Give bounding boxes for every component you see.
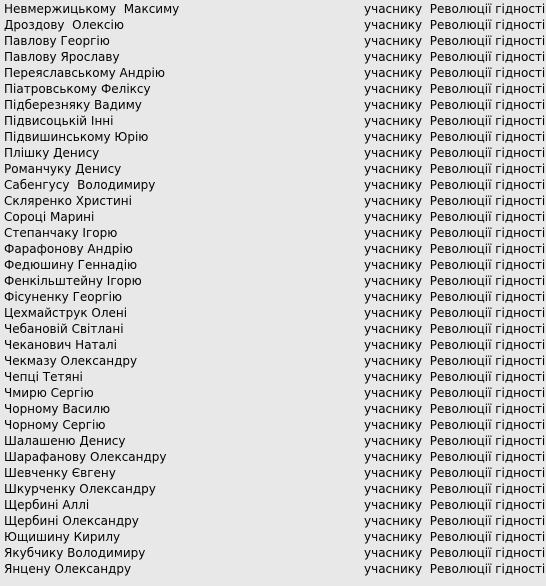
person-name: Фісуненку Георгію [4,290,123,304]
list-item [0,545,546,561]
list-item [0,49,546,65]
person-name: Щербині Аллі [4,498,90,512]
list-item [0,497,546,513]
list-item [0,481,546,497]
list-item [0,353,546,369]
person-name: Чебановій Світлані [4,322,124,336]
person-name: Цехмайструк Олені [4,306,128,320]
list-item [0,273,546,289]
person-role: учаснику Революції гідності [364,2,546,16]
person-name: Скляренко Христині [4,194,132,208]
list-item [0,113,546,129]
person-role: учаснику Революції гідності [364,322,546,336]
person-name: Якубчику Володимиру [4,546,146,560]
list-item [0,97,546,113]
person-role: учаснику Революції гідності [364,18,546,32]
list-item [0,401,546,417]
list-item [0,129,546,145]
person-role: учаснику Революції гідності [364,514,546,528]
person-role: учаснику Революції гідності [364,354,546,368]
person-role: учаснику Революції гідності [364,258,546,272]
person-name: Чепці Тетяні [4,370,83,384]
list-item [0,257,546,273]
person-role: учаснику Революції гідності [364,530,546,544]
person-name: Чмирю Сергію [4,386,94,400]
person-role: учаснику Революції гідності [364,82,546,96]
list-item [0,561,546,577]
person-role: учаснику Революції гідності [364,290,546,304]
list-item [0,177,546,193]
person-role: учаснику Революції гідності [364,434,546,448]
list-item [0,465,546,481]
person-role: учаснику Революції гідності [364,450,546,464]
person-role: учаснику Революції гідності [364,338,546,352]
list-item [0,81,546,97]
person-name: Романчуку Денису [4,162,122,176]
person-name: Чеканович Наталі [4,338,117,352]
person-name: Підвишинському Юрію [4,130,149,144]
person-name: Підберезняку Вадиму [4,98,142,112]
list-item [0,145,546,161]
list-item [0,449,546,465]
person-name: Щербині Олександру [4,514,139,528]
list-item [0,161,546,177]
person-name: Переяславському Андрію [4,66,165,80]
person-role: учаснику Революції гідності [364,546,546,560]
list-item [0,209,546,225]
list-item [0,513,546,529]
list-item [0,305,546,321]
list-item [0,65,546,81]
person-role: учаснику Революції гідності [364,306,546,320]
person-name: Підвисоцькій Інні [4,114,114,128]
person-name: Павлову Ярославу [4,50,120,64]
person-role: учаснику Революції гідності [364,162,546,176]
person-name: Фарафонову Андрію [4,242,133,256]
person-name: Степанчаку Ігорю [4,226,118,240]
person-role: учаснику Революції гідності [364,402,546,416]
list-item [0,193,546,209]
list-item [0,1,546,17]
person-name: Федюшину Геннадію [4,258,138,272]
person-name: Шарафанову Олександру [4,450,167,464]
list-item [0,369,546,385]
person-name: Плішку Денису [4,146,100,160]
person-role: учаснику Революції гідності [364,274,546,288]
person-role: учаснику Революції гідності [364,178,546,192]
list-item [0,337,546,353]
person-name: Дроздову Олексію [4,18,124,32]
person-role: учаснику Революції гідності [364,226,546,240]
person-role: учаснику Революції гідності [364,386,546,400]
person-role: учаснику Революції гідності [364,146,546,160]
person-name: Ющишину Кирилу [4,530,121,544]
person-name: Сороці Марині [4,210,95,224]
person-role: учаснику Революції гідності [364,50,546,64]
list-item [0,529,546,545]
person-role: учаснику Революції гідності [364,114,546,128]
list-item [0,17,546,33]
list-item [0,385,546,401]
list-item [0,241,546,257]
person-name: Фенкільштейну Ігорю [4,274,142,288]
list-item [0,417,546,433]
person-name: Чорному Василю [4,402,111,416]
person-name: Піатровському Феліксу [4,82,151,96]
person-role: учаснику Революції гідності [364,210,546,224]
person-role: учаснику Революції гідності [364,34,546,48]
person-role: учаснику Революції гідності [364,242,546,256]
person-role: учаснику Революції гідності [364,482,546,496]
person-name: Сабенгусу Володимиру [4,178,156,192]
list-item [0,225,546,241]
person-role: учаснику Революції гідності [364,98,546,112]
list-item [0,289,546,305]
list-item [0,33,546,49]
person-role: учаснику Революції гідності [364,66,546,80]
person-name: Шкурченку Олександру [4,482,156,496]
person-role: учаснику Революції гідності [364,498,546,512]
person-role: учаснику Революції гідності [364,370,546,384]
person-name: Янцену Олександру [4,562,132,576]
person-role: учаснику Революції гідності [364,194,546,208]
person-name: Шевченку Євгену [4,466,116,480]
list-item [0,321,546,337]
person-name: Шалашеню Денису [4,434,126,448]
person-name: Невмержицькому Максиму [4,2,180,16]
person-role: учаснику Революції гідності [364,130,546,144]
person-role: учаснику Революції гідності [364,562,546,576]
person-name: Чорному Сергію [4,418,106,432]
person-name: Павлову Георгію [4,34,110,48]
person-role: учаснику Революції гідності [364,418,546,432]
person-role: учаснику Революції гідності [364,466,546,480]
person-name: Чекмазу Олександру [4,354,138,368]
recipient-list [0,1,546,577]
list-item [0,433,546,449]
